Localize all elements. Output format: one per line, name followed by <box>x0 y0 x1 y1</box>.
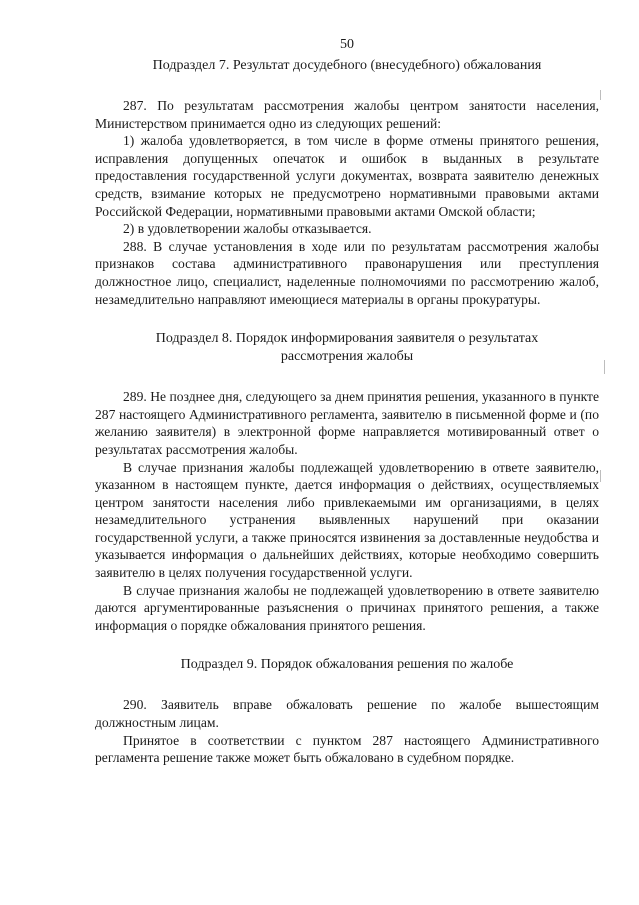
scan-edge-mark-lower <box>600 470 601 482</box>
paragraph-287-item-2: 2) в удовлетворении жалобы отказывается. <box>123 221 372 237</box>
page-number: 50 <box>340 37 354 52</box>
paragraph-290: 290. Заявитель вправе обжаловать решение по жалобе вышестоящим должностным лицам. <box>95 697 599 731</box>
section-7-title: Подраздел 7. Результат досудебного (внесудебного) обжалования <box>152 58 542 73</box>
paragraph-287-item-1: 1) жалоба удовлетворяется, в том числе в форме отмены принятого решения, исправления допущенных опечаток и ошибок в выданных в результате предоставления государственной услуги документах, возврата заявителю денежных средств, взимание которых не предусмотрено нормативными правовыми актами Российской Федерации, нормативными правовыми актами Омской области; <box>95 133 599 219</box>
scan-edge-mark-top <box>600 90 601 100</box>
paragraph-289-satisfied: В случае признания жалобы подлежащей удовлетворению в ответе заявителю, указанном в настоящем пункте, дается информация о действиях, осуществляемых центром занятости населения либо привлекаемыми им организациями, в целях незамедлительного устранения выявленных нарушений при оказании государственной услуги, а также приносятся извинения за доставленные неудобства и указывается информация о дальнейших действиях, которые необходимо совершить заявителю в целях получения государственной услуги. <box>95 459 599 581</box>
paragraph-290-court: Принятое в соответствии с пунктом 287 настоящего Административного регламента решение также может быть обжаловано в судебном порядке. <box>95 732 599 766</box>
paragraph-289: 289. Не позднее дня, следующего за днем принятия решения, указанного в пункте 287 настоящего Административного регламента, заявителю в письменной форме и (по желанию заявителя) в электронной форме направляется мотивированный ответ о результатах рассмотрения жалобы. <box>95 389 599 457</box>
section-8-title-line-1: Подраздел 8. Порядок информирования заявителя о результатах <box>155 331 539 347</box>
section-8-title-line-2: рассмотрения жалобы <box>280 349 414 365</box>
section-9-title: Подраздел 9. Порядок обжалования решения по жалобе <box>180 657 514 673</box>
scan-edge-mark-middle <box>604 360 605 374</box>
paragraph-287: 287. По результатам рассмотрения жалобы центром занятости населения, Министерством принимается одно из следующих решений: <box>95 98 599 131</box>
paragraph-288: 288. В случае установления в ходе или по результатам рассмотрения жалобы признаков состава административного правонарушения или преступления должностное лицо, специалист, наделенные полномочиями по рассмотрению жалоб, незамедлительно направляют имеющиеся материалы в органы прокуратуры. <box>95 238 599 307</box>
paragraph-289-rejected: В случае признания жалобы не подлежащей удовлетворению в ответе заявителю даются аргументированные разъяснения о причинах принятого решения, а также информация о порядке обжалования принятого решения. <box>95 582 599 633</box>
